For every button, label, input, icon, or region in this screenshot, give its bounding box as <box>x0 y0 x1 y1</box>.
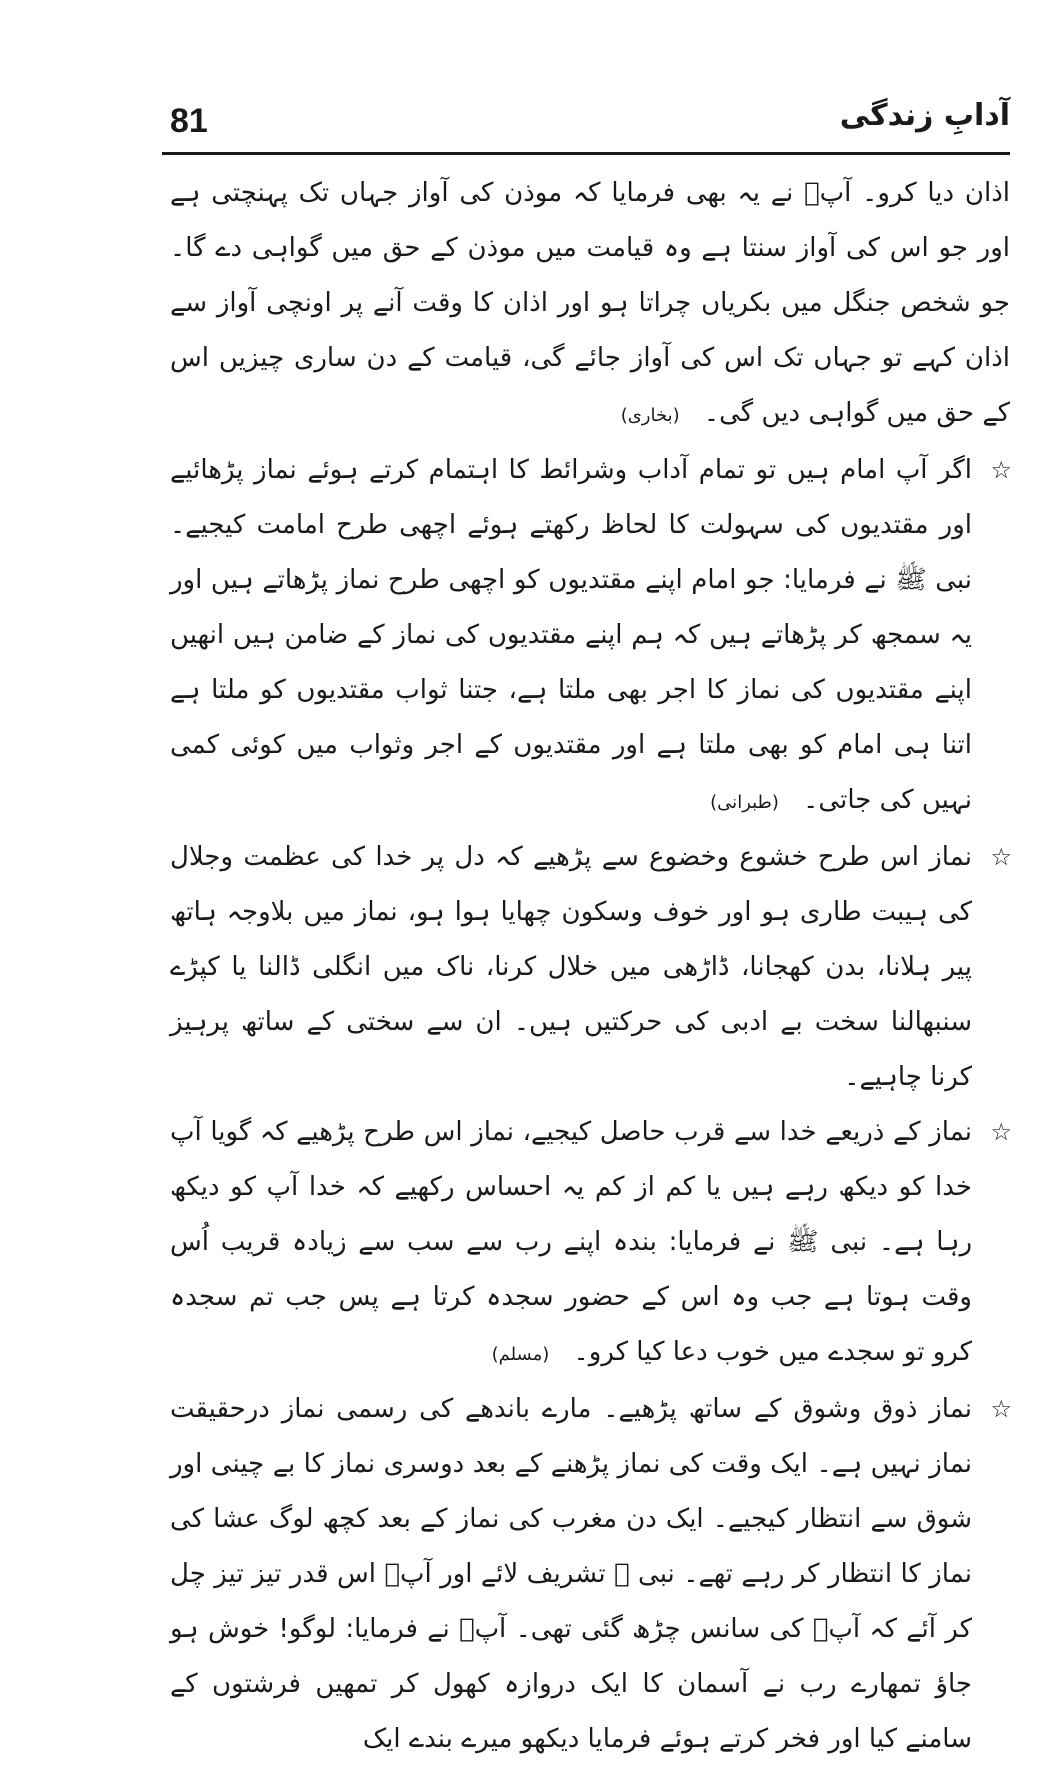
paragraph-text: نماز کے ذریعے خدا سے قرب حاصل کیجیے، نماز اس طرح پڑھیے کہ گویا آپ خدا کو دیکھ رہے ہیں یا کم از کم یہ احساس رکھیے کہ خدا آپ کو دیکھ رہا ہے۔ نبی ﷺ نے فرمایا: بندہ اپنے رب سے سب سے زیادہ قریب اُس وقت ہوتا ہے جب وہ اس کے حضور سجدہ کرتا ہے پس جب تم سجدہ کرو تو سجدے میں خوب دعا کیا کرو۔ <box>170 1117 972 1367</box>
citation: (بخاری) <box>620 405 680 426</box>
page-body <box>170 166 1010 1767</box>
page-header <box>170 98 1010 154</box>
paragraph-5 <box>170 1382 1010 1767</box>
star-bullet-icon: ☆ <box>990 1395 1012 1423</box>
paragraph-text: نماز ذوق وشوق کے ساتھ پڑھیے۔ مارے باندھے کی رسمی نماز درحقیقت نماز نہیں ہے۔ ایک وقت کی نماز پڑھنے کے بعد دوسری نماز کا بے چینی اور شوق سے انتظار کیجیے۔ ایک دن مغرب کی نماز کے بعد کچھ لوگ عشا کی نماز کا انتظار کر رہے تھے۔ نبی ﷺ تشریف لائے اور آپؐ اس قدر تیز تیز چل کر آئے کہ آپؐ کی سانس چڑھ گئی تھی۔ آپؐ نے فرمایا: لوگو! خوش ہو جاؤ تمھارے رب نے آسمان کا ایک دروازہ کھول کر تمھیں فرشتوں کے سامنے کیا اور فخر کرتے ہوئے فرمایا دیکھو میرے بندے ایک <box>170 1394 972 1754</box>
citation: (طبرانی) <box>710 792 779 813</box>
paragraph-1 <box>170 166 1010 443</box>
paragraph-text: نماز اس طرح خشوع وخضوع سے پڑھیے کہ دل پر خدا کی عظمت وجلال کی ہیبت طاری ہو اور خوف وسکون چھایا ہوا ہو، نماز میں بلاوجہ ہاتھ پیر ہلانا، بدن کھجانا، ڈاڑھی میں خلال کرنا، ناک میں انگلی ڈالنا یا کپڑے سنبھالنا سخت بے ادبی کی حرکتیں ہیں۔ ان سے سختی کے ساتھ پرہیز کرنا چاہیے۔ <box>170 842 972 1092</box>
star-bullet-icon: ☆ <box>990 843 1012 871</box>
paragraph-4 <box>170 1105 1010 1382</box>
header-rule <box>162 152 1010 155</box>
star-bullet-icon: ☆ <box>990 1118 1012 1146</box>
paragraph-text: اذان دیا کرو۔ آپؐ نے یہ بھی فرمایا کہ موذن کی آواز جہاں تک پہنچتی ہے اور جو اس کی آواز سنتا ہے وہ قیامت میں موذن کے حق میں گواہی دے گا۔ جو شخص جنگل میں بکریاں چراتا ہو اور اذان کا وقت آنے پر اونچی آواز سے اذان کہے تو جہاں تک اس کی آواز جائے گی، قیامت کے دن ساری چیزیں اس کے حق میں گواہی دیں گی۔ <box>170 178 1010 428</box>
paragraph-3 <box>170 830 1010 1105</box>
paragraph-2 <box>170 443 1010 830</box>
page-number: 81 <box>170 102 208 140</box>
running-title: آدابِ زندگی <box>839 98 1010 133</box>
paragraph-text: اگر آپ امام ہیں تو تمام آداب وشرائط کا اہتمام کرتے ہوئے نماز پڑھائیے اور مقتدیوں کی سہولت کا لحاظ رکھتے ہوئے اچھی طرح امامت کیجیے۔ نبی ﷺ نے فرمایا: جو امام اپنے مقتدیوں کو اچھی طرح نماز پڑھاتے ہیں اور یہ سمجھ کر پڑھاتے ہیں کہ ہم اپنے مقتدیوں کی نماز کے ضامن ہیں انھیں اپنے مقتدیوں کی نماز کا اجر بھی ملتا ہے، جتنا ثواب مقتدیوں کو ملتا ہے اتنا ہی امام کو بھی ملتا ہے اور مقتدیوں کے اجر وثواب میں کوئی کمی نہیں کی جاتی۔ <box>170 455 972 815</box>
citation: (مسلم) <box>491 1344 550 1365</box>
star-bullet-icon: ☆ <box>990 456 1012 484</box>
